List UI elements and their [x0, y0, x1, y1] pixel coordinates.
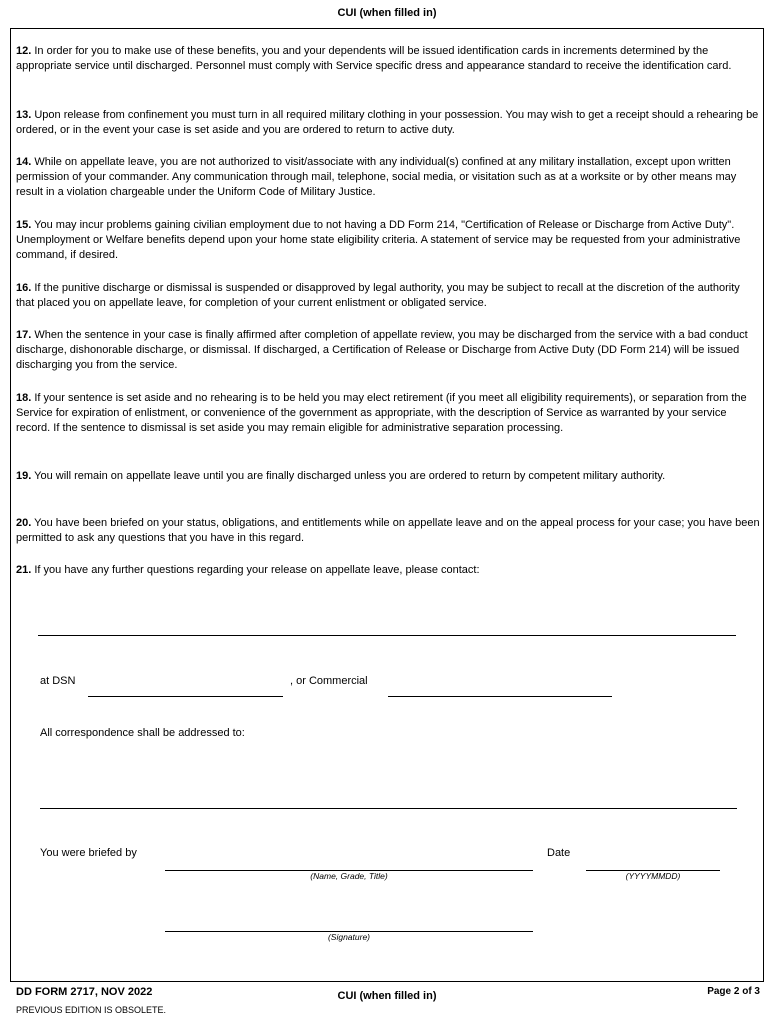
item-13	[16, 108, 761, 138]
item-text: If your sentence is set aside and no rehearing is to be held you may elect retirement (if you meet all eligibility requirements), or separation from the Service for expiration of enlistment, or convenience of the government as appropriate, with the description of Service as warranted by your service record. If the sentence to dismissal is set aside you may remain eligible for administrative separation processing.	[16, 392, 747, 434]
item-17	[16, 328, 761, 373]
signature-caption: (Signature)	[327, 932, 371, 942]
item-number: 21.	[16, 564, 32, 576]
item-14	[16, 155, 761, 200]
contact-field[interactable]	[38, 635, 736, 636]
item-number: 12.	[16, 45, 32, 57]
item-number: 16.	[16, 282, 32, 294]
item-number: 17.	[16, 329, 32, 341]
commercial-field[interactable]	[388, 696, 612, 697]
item-12	[16, 44, 761, 74]
form-id: DD FORM 2717, NOV 2022	[16, 986, 153, 998]
correspondence-label: All correspondence shall be addressed to:	[40, 727, 245, 739]
dsn-label: at DSN	[40, 675, 76, 687]
commercial-label: , or Commercial	[290, 675, 368, 687]
item-20	[16, 516, 761, 546]
item-16	[16, 281, 761, 311]
item-number: 15.	[16, 219, 32, 231]
date-label: Date	[547, 847, 571, 859]
edition-note: PREVIOUS EDITION IS OBSOLETE.	[16, 1005, 167, 1015]
item-text: You will remain on appellate leave until you are finally discharged unless you are ordered to return by competent military authority.	[34, 470, 666, 482]
item-text: Upon release from confinement you must turn in all required military clothing in your possession. You may wish to get a receipt should a rehearing be ordered, or in the event your case is set aside and you are ordered to return to active duty.	[16, 109, 759, 136]
item-number: 14.	[16, 156, 32, 168]
item-number: 18.	[16, 392, 32, 404]
item-19	[16, 469, 761, 484]
page-number: Page 2 of 3	[707, 986, 760, 997]
briefed-by-label: You were briefed by	[40, 847, 137, 859]
dsn-field[interactable]	[88, 696, 283, 697]
cui-header: CUI (when filled in)	[337, 7, 437, 19]
item-21	[16, 563, 761, 578]
item-text: If you have any further questions regarding your release on appellate leave, please contact:	[34, 564, 480, 576]
item-text: When the sentence in your case is finally affirmed after completion of appellate review, you may be discharged from the service with a bad conduct discharge, dishonorable discharge, or dismissal. If discharged, a Certification of Release or Discharge from Active Duty (DD Form 214) will be issued discharging you from the service.	[16, 329, 748, 371]
item-15	[16, 218, 761, 263]
date-caption: (YYYYMMDD)	[625, 871, 681, 881]
item-text: While on appellate leave, you are not authorized to visit/associate with any individual(s) confined at any military installation, except upon written permission of your commander. Any communication through mail, telephone, social media, or visitation such as at a worksite or by other means may result in a violation chargeable under the Uniform Code of Military Justice.	[16, 156, 737, 198]
item-text: You have been briefed on your status, obligations, and entitlements while on appellate leave and on the appeal process for your case; you have been permitted to ask any questions that you have in this regard.	[16, 517, 760, 544]
cui-footer: CUI (when filled in)	[337, 990, 437, 1002]
correspondence-field[interactable]	[40, 808, 737, 809]
item-text: If the punitive discharge or dismissal is suspended or disapproved by legal authority, you may be subject to recall at the discretion of the authority that placed you on appellate leave, for completion of your current enlistment or obligated service.	[16, 282, 740, 309]
name-caption: (Name, Grade, Title)	[310, 871, 388, 881]
item-number: 19.	[16, 470, 32, 482]
item-number: 13.	[16, 109, 32, 121]
item-number: 20.	[16, 517, 32, 529]
item-text: You may incur problems gaining civilian employment due to not having a DD Form 214, "Certification of Release or Discharge from Active Duty". Unemployment or Welfare benefits depend upon your home state eligibility criteria. A statement of service may be requested from your administrative command, if desired.	[16, 219, 741, 261]
item-18	[16, 391, 761, 436]
item-text: In order for you to make use of these benefits, you and your dependents will be issued identification cards in increments determined by the appropriate service until discharged. Personnel must comply with Service specific dress and appearance standard to receive the identification card.	[16, 45, 732, 72]
